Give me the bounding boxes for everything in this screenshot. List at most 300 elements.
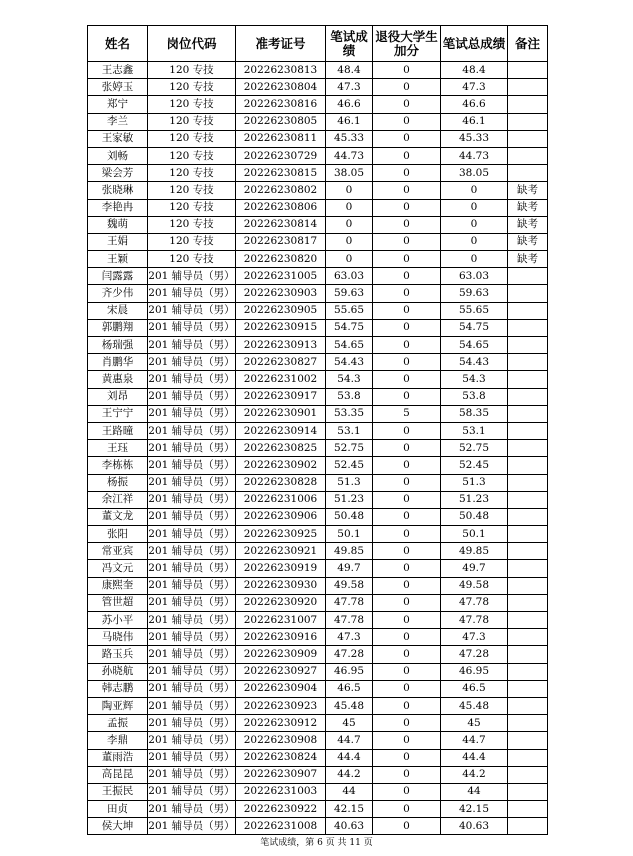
table-row: [88, 130, 548, 147]
cell-name: 李栋栋: [88, 457, 148, 474]
cell-total-score: 51.23: [441, 491, 508, 508]
cell-veteran-bonus: 0: [373, 337, 441, 354]
cell-remarks: [508, 388, 548, 405]
cell-position-code: 201 辅导员（男）: [148, 818, 236, 835]
cell-name: 梁会芳: [88, 165, 148, 182]
cell-ticket-number: 20226230901: [236, 405, 326, 422]
cell-position-code: 120 专技: [148, 96, 236, 113]
table-row: [88, 818, 548, 835]
cell-remarks: [508, 62, 548, 79]
cell-ticket-number: 20226230906: [236, 508, 326, 525]
cell-position-code: 201 辅导员（男）: [148, 629, 236, 646]
cell-position-code: 201 辅导员（男）: [148, 526, 236, 543]
cell-ticket-number: 20226231006: [236, 491, 326, 508]
table-row: [88, 801, 548, 818]
cell-name: 魏萌: [88, 216, 148, 233]
table-row: [88, 663, 548, 680]
cell-name: 王志鑫: [88, 62, 148, 79]
cell-total-score: 52.45: [441, 457, 508, 474]
cell-veteran-bonus: 0: [373, 319, 441, 336]
cell-written-score: 47.78: [326, 612, 373, 629]
cell-total-score: 50.48: [441, 508, 508, 525]
cell-total-score: 63.03: [441, 268, 508, 285]
cell-veteran-bonus: 0: [373, 612, 441, 629]
cell-written-score: 44.4: [326, 749, 373, 766]
cell-ticket-number: 20226230820: [236, 251, 326, 268]
cell-ticket-number: 20226230915: [236, 319, 326, 336]
cell-written-score: 49.7: [326, 560, 373, 577]
cell-name: 常亚宾: [88, 543, 148, 560]
table-row: [88, 199, 548, 216]
cell-total-score: 45: [441, 715, 508, 732]
cell-written-score: 40.63: [326, 818, 373, 835]
cell-remarks: [508, 79, 548, 96]
cell-ticket-number: 20226230916: [236, 629, 326, 646]
table-row: [88, 646, 548, 663]
cell-ticket-number: 20226230902: [236, 457, 326, 474]
cell-ticket-number: 20226230914: [236, 422, 326, 439]
cell-remarks: [508, 697, 548, 714]
cell-total-score: 58.35: [441, 405, 508, 422]
cell-veteran-bonus: 0: [373, 783, 441, 800]
cell-written-score: 44.2: [326, 766, 373, 783]
table-body: [88, 62, 548, 835]
cell-total-score: 42.15: [441, 801, 508, 818]
cell-position-code: 201 辅导员（男）: [148, 474, 236, 491]
cell-position-code: 120 专技: [148, 130, 236, 147]
cell-written-score: 53.1: [326, 422, 373, 439]
cell-remarks: [508, 543, 548, 560]
cell-ticket-number: 20226231005: [236, 268, 326, 285]
cell-veteran-bonus: 5: [373, 405, 441, 422]
cell-ticket-number: 20226230814: [236, 216, 326, 233]
cell-name: 王宁宁: [88, 405, 148, 422]
cell-position-code: 120 专技: [148, 182, 236, 199]
cell-name: 王路曈: [88, 422, 148, 439]
cell-written-score: 47.28: [326, 646, 373, 663]
cell-veteran-bonus: 0: [373, 766, 441, 783]
cell-remarks: [508, 646, 548, 663]
cell-written-score: 0: [326, 251, 373, 268]
table-row: [88, 577, 548, 594]
cell-veteran-bonus: 0: [373, 388, 441, 405]
cell-total-score: 48.4: [441, 62, 508, 79]
cell-written-score: 53.8: [326, 388, 373, 405]
table-row: [88, 147, 548, 164]
cell-veteran-bonus: 0: [373, 62, 441, 79]
table-row: [88, 594, 548, 611]
header-name: 姓名: [88, 26, 148, 62]
cell-written-score: 51.3: [326, 474, 373, 491]
cell-remarks: [508, 508, 548, 525]
cell-name: 马晓伟: [88, 629, 148, 646]
cell-name: 王娟: [88, 233, 148, 250]
cell-remarks: [508, 801, 548, 818]
cell-remarks: 缺考: [508, 216, 548, 233]
cell-name: 侯大坤: [88, 818, 148, 835]
cell-name: 李鼎: [88, 732, 148, 749]
cell-ticket-number: 20226231002: [236, 371, 326, 388]
cell-remarks: [508, 302, 548, 319]
cell-ticket-number: 20226230802: [236, 182, 326, 199]
cell-position-code: 201 辅导员（男）: [148, 594, 236, 611]
cell-written-score: 52.45: [326, 457, 373, 474]
table-row: [88, 526, 548, 543]
cell-name: 李兰: [88, 113, 148, 130]
cell-total-score: 51.3: [441, 474, 508, 491]
table-row: [88, 560, 548, 577]
cell-written-score: 42.15: [326, 801, 373, 818]
cell-ticket-number: 20226230908: [236, 732, 326, 749]
cell-veteran-bonus: 0: [373, 302, 441, 319]
cell-name: 杨瑞强: [88, 337, 148, 354]
cell-veteran-bonus: 0: [373, 165, 441, 182]
cell-ticket-number: 20226230824: [236, 749, 326, 766]
cell-name: 韩志鹏: [88, 680, 148, 697]
cell-veteran-bonus: 0: [373, 646, 441, 663]
cell-name: 刘昂: [88, 388, 148, 405]
cell-veteran-bonus: 0: [373, 801, 441, 818]
cell-total-score: 0: [441, 251, 508, 268]
cell-position-code: 120 专技: [148, 233, 236, 250]
cell-veteran-bonus: 0: [373, 251, 441, 268]
cell-name: 高昆昆: [88, 766, 148, 783]
table-row: [88, 354, 548, 371]
cell-total-score: 47.3: [441, 629, 508, 646]
cell-position-code: 120 专技: [148, 165, 236, 182]
cell-ticket-number: 20226230811: [236, 130, 326, 147]
cell-position-code: 201 辅导员（男）: [148, 612, 236, 629]
cell-ticket-number: 20226230903: [236, 285, 326, 302]
cell-position-code: 120 专技: [148, 62, 236, 79]
cell-remarks: [508, 268, 548, 285]
cell-veteran-bonus: 0: [373, 594, 441, 611]
cell-written-score: 55.65: [326, 302, 373, 319]
cell-ticket-number: 20226230913: [236, 337, 326, 354]
cell-total-score: 47.78: [441, 594, 508, 611]
cell-position-code: 201 辅导员（男）: [148, 319, 236, 336]
cell-position-code: 201 辅导员（男）: [148, 405, 236, 422]
cell-total-score: 54.3: [441, 371, 508, 388]
cell-remarks: 缺考: [508, 182, 548, 199]
header-written-score: 笔试成绩: [326, 26, 373, 62]
cell-position-code: 201 辅导员（男）: [148, 268, 236, 285]
cell-veteran-bonus: 0: [373, 732, 441, 749]
cell-written-score: 59.63: [326, 285, 373, 302]
cell-position-code: 201 辅导员（男）: [148, 388, 236, 405]
cell-written-score: 50.1: [326, 526, 373, 543]
cell-veteran-bonus: 0: [373, 130, 441, 147]
cell-ticket-number: 20226230827: [236, 354, 326, 371]
cell-remarks: [508, 147, 548, 164]
cell-ticket-number: 20226230927: [236, 663, 326, 680]
cell-name: 张晓琳: [88, 182, 148, 199]
cell-remarks: [508, 749, 548, 766]
cell-ticket-number: 20226230825: [236, 440, 326, 457]
cell-veteran-bonus: 0: [373, 79, 441, 96]
cell-written-score: 45: [326, 715, 373, 732]
cell-name: 王珏: [88, 440, 148, 457]
cell-written-score: 45.33: [326, 130, 373, 147]
cell-name: 郭鹏翔: [88, 319, 148, 336]
cell-name: 郑宁: [88, 96, 148, 113]
cell-remarks: [508, 612, 548, 629]
cell-written-score: 47.78: [326, 594, 373, 611]
cell-written-score: 44.7: [326, 732, 373, 749]
cell-total-score: 54.43: [441, 354, 508, 371]
cell-position-code: 201 辅导员（男）: [148, 783, 236, 800]
cell-ticket-number: 20226230912: [236, 715, 326, 732]
cell-ticket-number: 20226230805: [236, 113, 326, 130]
cell-veteran-bonus: 0: [373, 182, 441, 199]
cell-position-code: 201 辅导员（男）: [148, 440, 236, 457]
cell-position-code: 201 辅导员（男）: [148, 302, 236, 319]
cell-veteran-bonus: 0: [373, 371, 441, 388]
cell-veteran-bonus: 0: [373, 268, 441, 285]
cell-veteran-bonus: 0: [373, 818, 441, 835]
cell-total-score: 49.85: [441, 543, 508, 560]
header-ticket-number: 准考证号: [236, 26, 326, 62]
cell-written-score: 47.3: [326, 629, 373, 646]
cell-remarks: [508, 732, 548, 749]
table-row: [88, 79, 548, 96]
cell-veteran-bonus: 0: [373, 560, 441, 577]
cell-ticket-number: 20226230813: [236, 62, 326, 79]
cell-veteran-bonus: 0: [373, 680, 441, 697]
cell-position-code: 201 辅导员（男）: [148, 749, 236, 766]
cell-written-score: 49.58: [326, 577, 373, 594]
cell-name: 田贞: [88, 801, 148, 818]
cell-name: 董文龙: [88, 508, 148, 525]
cell-remarks: [508, 766, 548, 783]
cell-total-score: 44.4: [441, 749, 508, 766]
cell-total-score: 44: [441, 783, 508, 800]
cell-written-score: 47.3: [326, 79, 373, 96]
cell-remarks: [508, 285, 548, 302]
cell-ticket-number: 20226230921: [236, 543, 326, 560]
table-row: [88, 388, 548, 405]
cell-written-score: 44: [326, 783, 373, 800]
cell-position-code: 201 辅导员（男）: [148, 491, 236, 508]
cell-veteran-bonus: 0: [373, 422, 441, 439]
cell-ticket-number: 20226230816: [236, 96, 326, 113]
table-row: [88, 405, 548, 422]
cell-total-score: 50.1: [441, 526, 508, 543]
cell-remarks: [508, 491, 548, 508]
cell-remarks: [508, 337, 548, 354]
cell-name: 董雨浩: [88, 749, 148, 766]
table-row: [88, 491, 548, 508]
cell-total-score: 44.2: [441, 766, 508, 783]
cell-position-code: 201 辅导员（男）: [148, 801, 236, 818]
cell-name: 王振民: [88, 783, 148, 800]
cell-written-score: 53.35: [326, 405, 373, 422]
cell-total-score: 0: [441, 216, 508, 233]
cell-remarks: [508, 560, 548, 577]
table-row: [88, 62, 548, 79]
cell-total-score: 49.58: [441, 577, 508, 594]
cell-veteran-bonus: 0: [373, 491, 441, 508]
cell-total-score: 0: [441, 182, 508, 199]
cell-remarks: [508, 354, 548, 371]
table-row: [88, 268, 548, 285]
header-remarks: 备注: [508, 26, 548, 62]
cell-total-score: 38.05: [441, 165, 508, 182]
cell-position-code: 201 辅导员（男）: [148, 766, 236, 783]
cell-total-score: 0: [441, 233, 508, 250]
cell-veteran-bonus: 0: [373, 577, 441, 594]
table-row: [88, 783, 548, 800]
cell-remarks: [508, 405, 548, 422]
cell-remarks: [508, 526, 548, 543]
cell-veteran-bonus: 0: [373, 543, 441, 560]
table-row: [88, 440, 548, 457]
cell-position-code: 201 辅导员（男）: [148, 697, 236, 714]
table-row: [88, 629, 548, 646]
cell-veteran-bonus: 0: [373, 526, 441, 543]
cell-ticket-number: 20226230828: [236, 474, 326, 491]
cell-remarks: [508, 440, 548, 457]
table-row: [88, 422, 548, 439]
score-table: [87, 25, 548, 835]
header-veteran-bonus: 退役大学生加分: [373, 26, 441, 62]
cell-name: 肖鹏华: [88, 354, 148, 371]
cell-name: 齐少伟: [88, 285, 148, 302]
cell-written-score: 54.43: [326, 354, 373, 371]
cell-remarks: [508, 680, 548, 697]
cell-name: 余江祥: [88, 491, 148, 508]
cell-written-score: 51.23: [326, 491, 373, 508]
cell-total-score: 45.48: [441, 697, 508, 714]
cell-written-score: 46.6: [326, 96, 373, 113]
cell-written-score: 46.95: [326, 663, 373, 680]
cell-remarks: [508, 783, 548, 800]
cell-written-score: 54.75: [326, 319, 373, 336]
cell-total-score: 54.75: [441, 319, 508, 336]
cell-total-score: 47.28: [441, 646, 508, 663]
cell-veteran-bonus: 0: [373, 96, 441, 113]
cell-veteran-bonus: 0: [373, 508, 441, 525]
table-row: [88, 749, 548, 766]
cell-position-code: 201 辅导员（男）: [148, 422, 236, 439]
cell-name: 冯文元: [88, 560, 148, 577]
cell-remarks: [508, 818, 548, 835]
cell-name: 宋晨: [88, 302, 148, 319]
cell-ticket-number: 20226230919: [236, 560, 326, 577]
cell-veteran-bonus: 0: [373, 715, 441, 732]
cell-written-score: 0: [326, 182, 373, 199]
cell-veteran-bonus: 0: [373, 457, 441, 474]
cell-name: 路玉兵: [88, 646, 148, 663]
cell-position-code: 201 辅导员（男）: [148, 354, 236, 371]
cell-written-score: 54.65: [326, 337, 373, 354]
cell-position-code: 201 辅导员（男）: [148, 715, 236, 732]
cell-total-score: 53.8: [441, 388, 508, 405]
cell-total-score: 0: [441, 199, 508, 216]
cell-veteran-bonus: 0: [373, 113, 441, 130]
cell-position-code: 201 辅导员（男）: [148, 371, 236, 388]
cell-written-score: 46.5: [326, 680, 373, 697]
cell-name: 孟振: [88, 715, 148, 732]
cell-total-score: 46.6: [441, 96, 508, 113]
cell-ticket-number: 20226230806: [236, 199, 326, 216]
cell-veteran-bonus: 0: [373, 749, 441, 766]
cell-total-score: 54.65: [441, 337, 508, 354]
table-row: [88, 251, 548, 268]
cell-position-code: 201 辅导员（男）: [148, 543, 236, 560]
cell-written-score: 52.75: [326, 440, 373, 457]
cell-position-code: 201 辅导员（男）: [148, 646, 236, 663]
cell-remarks: 缺考: [508, 251, 548, 268]
cell-veteran-bonus: 0: [373, 474, 441, 491]
cell-ticket-number: 20226231003: [236, 783, 326, 800]
cell-ticket-number: 20226230930: [236, 577, 326, 594]
cell-ticket-number: 20226230909: [236, 646, 326, 663]
cell-ticket-number: 20226230922: [236, 801, 326, 818]
header-total-score: 笔试总成绩: [441, 26, 508, 62]
cell-total-score: 44.7: [441, 732, 508, 749]
cell-total-score: 53.1: [441, 422, 508, 439]
cell-ticket-number: 20226230907: [236, 766, 326, 783]
cell-position-code: 201 辅导员（男）: [148, 457, 236, 474]
cell-total-score: 49.7: [441, 560, 508, 577]
cell-remarks: [508, 663, 548, 680]
cell-total-score: 55.65: [441, 302, 508, 319]
cell-position-code: 201 辅导员（男）: [148, 732, 236, 749]
cell-ticket-number: 20226230815: [236, 165, 326, 182]
table-row: [88, 113, 548, 130]
cell-name: 王家敏: [88, 130, 148, 147]
table-row: [88, 732, 548, 749]
cell-position-code: 120 专技: [148, 199, 236, 216]
cell-remarks: [508, 371, 548, 388]
cell-veteran-bonus: 0: [373, 199, 441, 216]
cell-position-code: 201 辅导员（男）: [148, 663, 236, 680]
cell-remarks: [508, 113, 548, 130]
cell-name: 刘畅: [88, 147, 148, 164]
cell-written-score: 49.85: [326, 543, 373, 560]
table-row: [88, 474, 548, 491]
header-position-code: 岗位代码: [148, 26, 236, 62]
table-row: [88, 371, 548, 388]
cell-position-code: 201 辅导员（男）: [148, 285, 236, 302]
cell-position-code: 120 专技: [148, 147, 236, 164]
cell-total-score: 52.75: [441, 440, 508, 457]
cell-total-score: 59.63: [441, 285, 508, 302]
cell-ticket-number: 20226230905: [236, 302, 326, 319]
cell-veteran-bonus: 0: [373, 147, 441, 164]
table-row: [88, 715, 548, 732]
cell-position-code: 201 辅导员（男）: [148, 680, 236, 697]
cell-name: 李艳冉: [88, 199, 148, 216]
table-row: [88, 302, 548, 319]
cell-ticket-number: 20226230920: [236, 594, 326, 611]
cell-remarks: 缺考: [508, 199, 548, 216]
table-row: [88, 337, 548, 354]
cell-total-score: 40.63: [441, 818, 508, 835]
cell-remarks: 缺考: [508, 233, 548, 250]
cell-written-score: 38.05: [326, 165, 373, 182]
cell-ticket-number: 20226230729: [236, 147, 326, 164]
table-row: [88, 457, 548, 474]
cell-name: 陶亚辉: [88, 697, 148, 714]
cell-name: 管世超: [88, 594, 148, 611]
cell-total-score: 47.3: [441, 79, 508, 96]
cell-veteran-bonus: 0: [373, 285, 441, 302]
cell-total-score: 46.5: [441, 680, 508, 697]
cell-position-code: 201 辅导员（男）: [148, 337, 236, 354]
cell-position-code: 120 专技: [148, 113, 236, 130]
